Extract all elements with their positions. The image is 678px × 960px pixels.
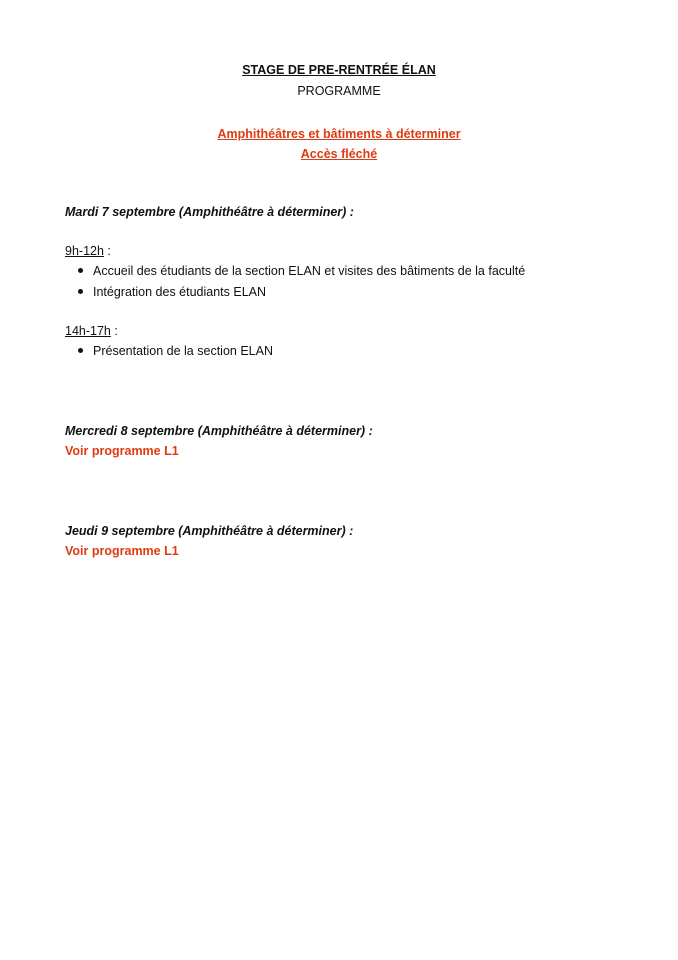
bullet-icon <box>78 348 83 353</box>
list-item-text: Présentation de la section ELAN <box>93 344 273 358</box>
list-item <box>78 285 266 299</box>
document-title: STAGE DE PRE-RENTRÉE ÉLAN <box>242 63 436 77</box>
bullet-icon <box>78 289 83 294</box>
list-item <box>78 264 525 278</box>
day-heading-thursday: Jeudi 9 septembre (Amphithéâtre à déterminer) : <box>65 524 354 538</box>
session-time-morning <box>65 244 111 258</box>
access-notice: Accès fléché <box>300 147 378 161</box>
document-subtitle: PROGRAMME <box>297 84 381 98</box>
bullet-icon <box>78 268 83 273</box>
session-time-suffix: : <box>110 324 118 338</box>
session-time-label: 14h-17h <box>65 324 111 338</box>
day-heading-wednesday: Mercredi 8 septembre (Amphithéâtre à déterminer) : <box>65 424 373 438</box>
program-note-wednesday: Voir programme L1 <box>65 444 179 458</box>
location-notice: Amphithéâtres et bâtiments à déterminer <box>217 127 461 141</box>
list-item-text: Intégration des étudiants ELAN <box>93 285 267 299</box>
program-note-thursday: Voir programme L1 <box>65 544 179 558</box>
list-item-text: Accueil des étudiants de la section ELAN et visites des bâtiments de la faculté <box>93 264 526 278</box>
list-item <box>78 344 273 358</box>
session-time-label: 9h-12h <box>65 244 104 258</box>
session-time-suffix: : <box>103 244 111 258</box>
day-heading-tuesday: Mardi 7 septembre (Amphithéâtre à déterminer) : <box>65 205 354 219</box>
session-time-afternoon <box>65 324 118 338</box>
